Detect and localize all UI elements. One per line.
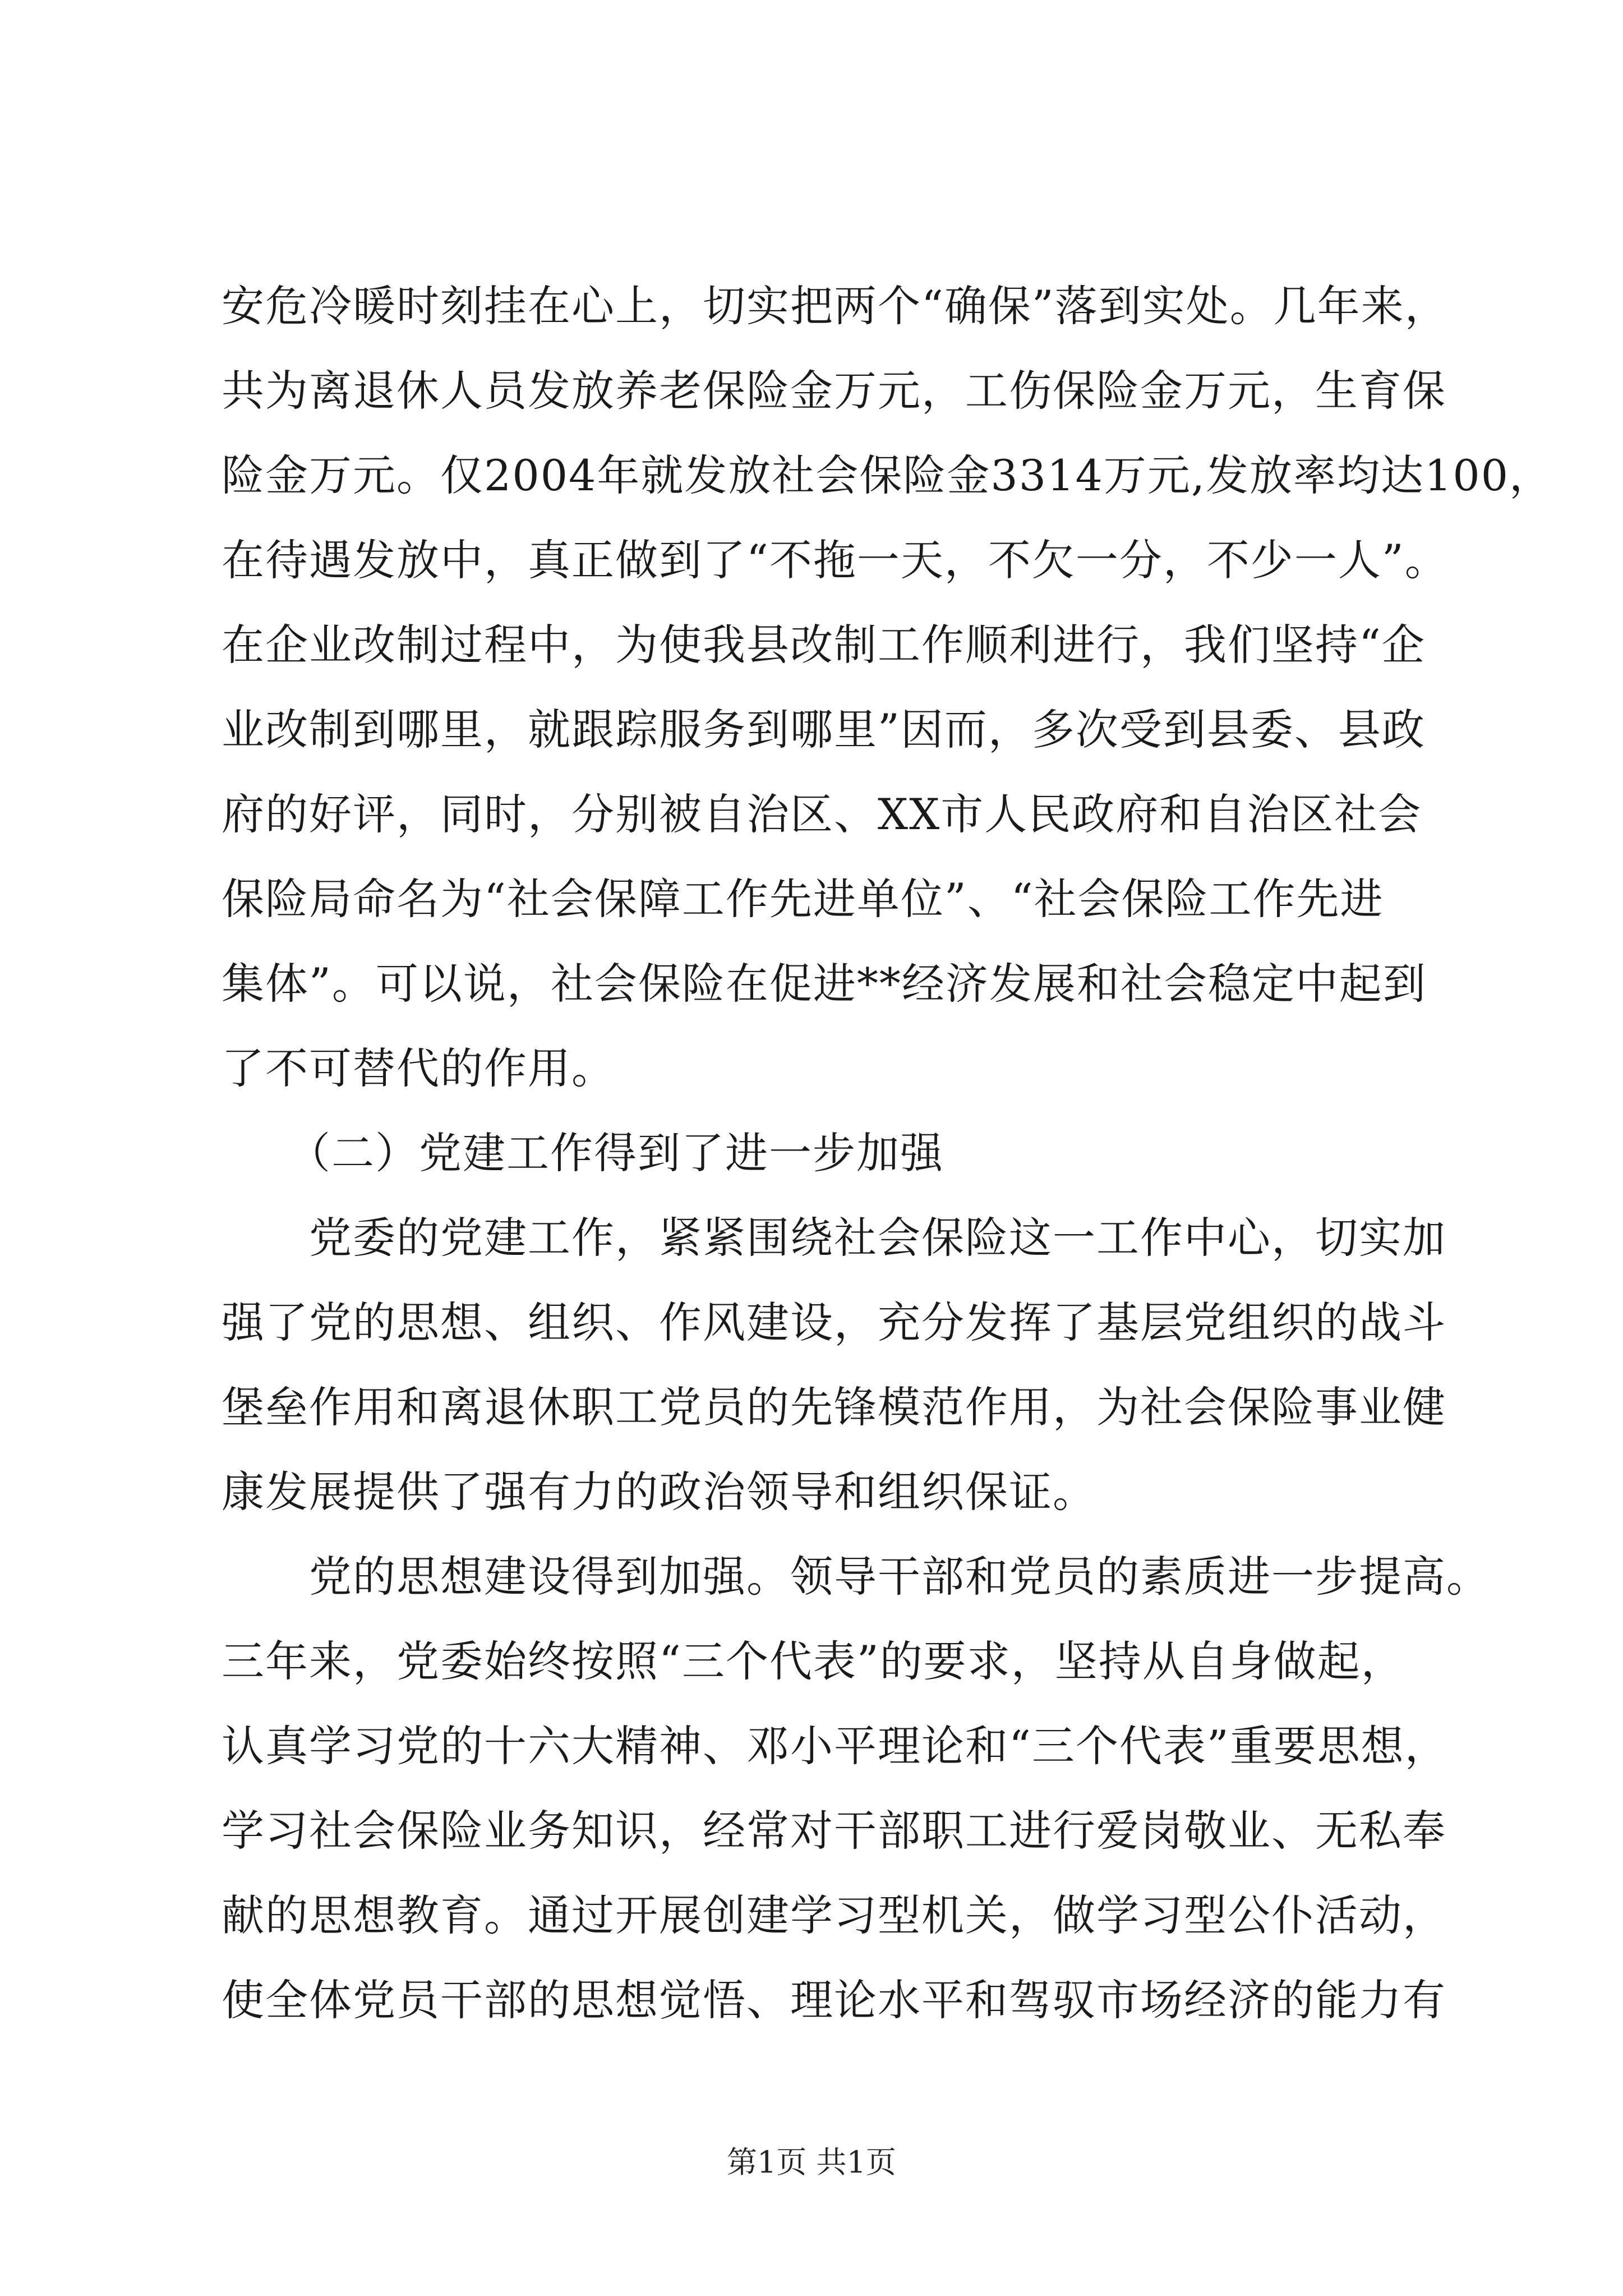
text-line: 府的好评，同时，分别被自治区、XX市人民政府和自治区社会 — [222, 789, 1422, 839]
text-line: 保险局命名为“社会保障工作先进单位”、“社会保险工作先进 — [222, 874, 1384, 924]
document-body — [222, 264, 1553, 2042]
text-line: 认真学习党的十六大精神、邓小平理论和“三个代表”重要思想， — [222, 1721, 1449, 1771]
text-line: 康发展提供了强有力的政治领导和组织保证。 — [222, 1467, 1096, 1517]
text-line: 共为离退休人员发放养老保险金万元，工伤保险金万元，生育保 — [222, 366, 1446, 416]
text-line: 党的思想建设得到加强。领导干部和党员的素质进一步提高。 — [222, 1552, 1490, 1602]
text-line: 安危冷暖时刻挂在心上，切实把两个“确保”落到实处。几年来， — [222, 281, 1449, 331]
text-line: 三年来，党委始终按照“三个代表”的要求，坚持从自身做起， — [222, 1636, 1405, 1686]
text-line: 集体”。可以说，社会保险在促进**经济发展和社会稳定中起到 — [222, 959, 1427, 1009]
text-line: 在待遇发放中，真正做到了“不拖一天，不欠一分，不少一人”。 — [222, 535, 1449, 585]
text-line: 险金万元。仅2004年就发放社会保险金3314万元,发放率均达100， — [222, 450, 1553, 500]
text-line: 业改制到哪里，就跟踪服务到哪里”因而，多次受到县委、县政 — [222, 705, 1426, 754]
text-line: 在企业改制过程中，为使我县改制工作顺利进行，我们坚持“企 — [222, 620, 1426, 670]
text-line: 强了党的思想、组织、作风建设，充分发挥了基层党组织的战斗 — [222, 1297, 1446, 1347]
text-line: 了不可替代的作用。 — [222, 1043, 615, 1093]
text-line: 堡垒作用和离退休职工党员的先锋模范作用，为社会保险事业健 — [222, 1382, 1446, 1432]
text-line: 献的思想教育。通过开展创建学习型机关，做学习型公仆活动， — [222, 1890, 1446, 1940]
text-line: 党委的党建工作，紧紧围绕社会保险这一工作中心，切实加 — [222, 1213, 1446, 1263]
text-line: 学习社会保险业务知识，经常对干部职工进行爱岗敬业、无私奉 — [222, 1806, 1446, 1856]
section-heading: （二）党建工作得到了进一步加强 — [222, 1128, 944, 1178]
page-footer: 第1页 共1页 — [727, 2145, 896, 2180]
text-line: 使全体党员干部的思想觉悟、理论水平和驾驭市场经济的能力有 — [222, 1975, 1446, 2025]
